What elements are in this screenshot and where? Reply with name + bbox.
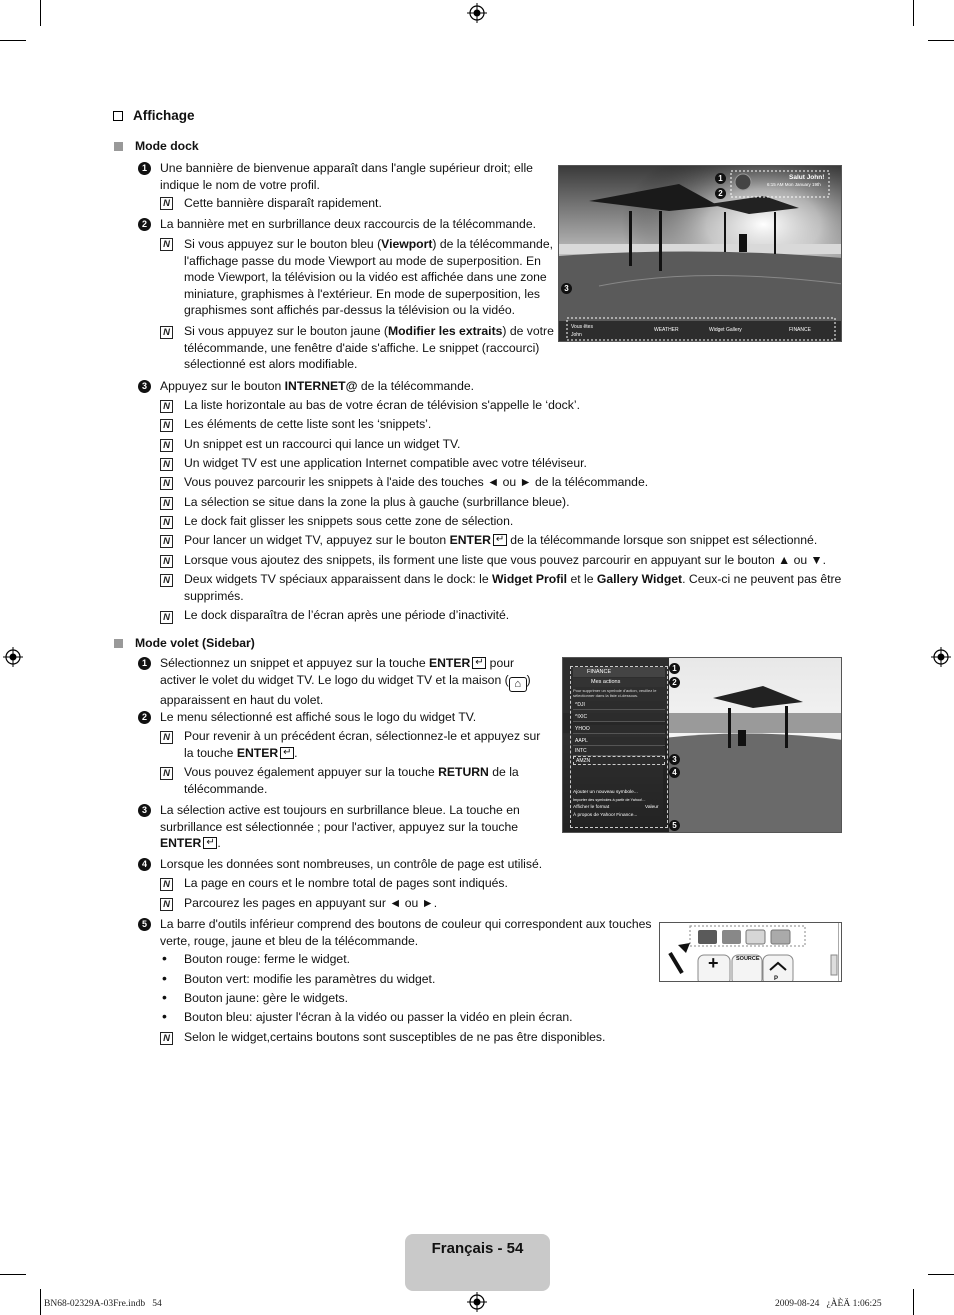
- step-number-2: 2: [138, 711, 151, 724]
- note-icon: N: [160, 555, 173, 568]
- step-number-1: 1: [138, 162, 151, 175]
- sidebar-item-5: La barre d'outils inférieur comprend des boutons de couleur qui correspondent aux touches verte, rouge, jaune et bleu de la télécommande.: [160, 917, 652, 948]
- ticker-row[interactable]: AAPL: [573, 737, 665, 746]
- remote-control-image: [659, 922, 842, 982]
- sidebar-subheader: Mes actions: [573, 678, 665, 687]
- sidebar-item-2: Le menu sélectionné est affiché sous le logo du widget TV.: [160, 710, 477, 724]
- callout-1: 1: [715, 173, 726, 184]
- crop-mark: [0, 1274, 26, 1275]
- registration-mark-icon: [3, 647, 23, 667]
- note-icon: N: [160, 238, 173, 251]
- callout-1: 1: [669, 663, 680, 674]
- dock-note-3-5: La sélection se situe dans la zone la plus à gauche (surbrillance bleue).: [184, 495, 570, 509]
- dock-mode-screenshot: [558, 165, 842, 342]
- print-date: 2009-08-24 ¿ÀÈÄ 1:06:25: [775, 1299, 882, 1309]
- ticker-row[interactable]: YHOO: [573, 725, 665, 734]
- sidebar-menu-item[interactable]: Ajouter un nouveau symbole...: [573, 790, 638, 795]
- remote-plus-label: +: [708, 953, 719, 973]
- file-info: BN68-02329A-03Fre.indb 54: [44, 1299, 162, 1309]
- sidebar-menu-value: Valeur: [645, 805, 659, 810]
- section-title: Affichage: [113, 108, 195, 125]
- sidebar-menu-item[interactable]: Afficher le format: [573, 805, 610, 810]
- ticker-row[interactable]: ^IXIC: [573, 713, 665, 722]
- home-icon: ⌂: [509, 677, 527, 692]
- callout-2: 2: [669, 677, 680, 688]
- remote-buttons-illustration: [660, 923, 842, 982]
- callout-5: 5: [669, 820, 680, 831]
- sidebar-item-4: Lorsque les données sont nombreuses, un contrôle de page est utilisé.: [160, 857, 543, 871]
- callout-3: 3: [669, 754, 680, 765]
- dock-note-3-0: La liste horizontale au bas de votre écran de télévision s'appelle le ‘dock’.: [184, 398, 580, 412]
- square-bullet-icon: [114, 639, 123, 648]
- enter-key-icon: [472, 657, 486, 669]
- bullet-blue: Bouton bleu: ajuster l'écran à la vidéo ou passer la vidéo en plein écran.: [184, 1010, 573, 1024]
- sidebar-help: Pour supprimer un symbole d'action, veuillez le sélectionner dans la liste ci-dessous.: [573, 688, 657, 698]
- dock-note-banner: Cette bannière disparaît rapidement.: [184, 196, 382, 210]
- crop-mark: [40, 0, 41, 26]
- dock-item-profile-name: John: [571, 332, 582, 338]
- sidebar-header: FINANCE: [573, 667, 665, 677]
- bullet-dot: •: [162, 989, 167, 1005]
- bullet-yellow: Bouton jaune: gère le widgets.: [184, 991, 348, 1005]
- remote-p-label: P: [774, 976, 779, 982]
- dock-note-viewport: Si vous appuyez sur le bouton bleu (Viewport) de la télécommande, l'affichage passe du mode Viewport au mode de superposition. En mode Viewport, la télévision ou la vidéo est affichée dans une zone miniature, graphismes à l'extérieur. En mode de superposition, les graphismes sont affichés par-dessus la télévision ou la vidéo.: [184, 237, 553, 317]
- page-number: Français - 54: [431, 1240, 524, 1257]
- callout-3: 3: [561, 283, 572, 294]
- note-icon: N: [160, 898, 173, 911]
- note-icon: N: [160, 458, 173, 471]
- ticker-row[interactable]: AMZN: [573, 756, 665, 765]
- enter-key-icon: [493, 534, 507, 546]
- bullet-dot: •: [162, 950, 167, 966]
- dock-note-3-4: Vous pouvez parcourir les snippets à l'aide des touches ◄ ou ► de la télécommande.: [184, 475, 649, 489]
- note-icon: N: [160, 326, 173, 339]
- sidebar-final-note: Selon le widget,certains boutons sont susceptibles de ne pas être disponibles.: [184, 1030, 606, 1044]
- sidebar-note-4-0: La page en cours et le nombre total de pages sont indiqués.: [184, 876, 508, 890]
- dock-item-gallery: Widget Gallery: [709, 327, 742, 333]
- beach-scene-image: [559, 166, 842, 342]
- note-icon: N: [160, 574, 173, 587]
- registration-mark-icon: [467, 1292, 487, 1312]
- bullet-green: Bouton vert: modifie les paramètres du widget.: [184, 972, 436, 986]
- dock-note-list: Lorsque vous ajoutez des snippets, ils forment une liste que vous pouvez parcourir en appuyant sur le bouton ▲ ou ▼.: [184, 553, 827, 567]
- note-icon: N: [160, 535, 173, 548]
- callout-2: 2: [715, 188, 726, 199]
- note-icon: N: [160, 197, 173, 210]
- welcome-banner-date: 6:15 AM Mon January 19th: [767, 182, 821, 187]
- dock-note-vanish: Le dock disparaîtra de l’écran après une période d’inactivité.: [184, 608, 510, 622]
- note-icon: N: [160, 477, 173, 490]
- sidebar-menu-item[interactable]: Importer des symboles à partir de Yahoo!...: [573, 798, 646, 802]
- registration-mark-icon: [931, 647, 951, 667]
- bullet-dot: •: [162, 970, 167, 986]
- dock-item-3: Appuyez sur le bouton INTERNET@ de la télécommande.: [160, 379, 475, 393]
- sidebar-heading: Mode volet (Sidebar): [114, 635, 255, 652]
- note-icon: N: [160, 497, 173, 510]
- enter-key-icon: [280, 747, 294, 759]
- dock-heading: Mode dock: [114, 138, 199, 155]
- note-icon: N: [160, 516, 173, 529]
- square-bullet-icon: [114, 142, 123, 151]
- dock-item-weather: WEATHER: [654, 327, 679, 333]
- crop-mark: [913, 0, 914, 26]
- enter-key-icon: [203, 837, 217, 849]
- step-number-2: 2: [138, 218, 151, 231]
- sidebar-note-return: Vous pouvez également appuyer sur la touche RETURN de la télécommande.: [184, 765, 519, 796]
- crop-mark: [928, 1274, 954, 1275]
- ticker-row[interactable]: INTC: [573, 747, 665, 756]
- crop-mark: [0, 40, 26, 41]
- callout-4: 4: [669, 767, 680, 778]
- remote-source-label: SOURCE: [736, 956, 760, 962]
- dock-note-special: Deux widgets TV spéciaux apparaissent dans le dock: le Widget Profil et le Gallery Widget. Ceux-ci ne peuvent pas être supprimés.: [184, 572, 842, 603]
- bullet-dot: •: [162, 1008, 167, 1024]
- dock-item-finance: FINANCE: [789, 327, 811, 333]
- registration-mark-icon: [467, 3, 487, 23]
- sidebar-menu-item[interactable]: À propos de Yahoo! Finance...: [573, 813, 638, 818]
- note-icon: N: [160, 611, 173, 624]
- crop-mark: [928, 40, 954, 41]
- sidebar-item-1: Sélectionnez un snippet et appuyez sur la touche ENTER↵ pour activer le volet du widget TV. Le logo du widget TV et la maison ( ⌂ ) apparaissent en haut du volet.: [160, 655, 545, 708]
- note-icon: N: [160, 419, 173, 432]
- sidebar-mode-screenshot: [562, 657, 842, 833]
- dock-note-yellow: Si vous appuyez sur le bouton jaune (Modifier les extraits) de votre télécommande, une fenêtre d'aide s'affiche. Le snippet (raccourci) sélectionné est alors modifiable.: [184, 324, 554, 371]
- step-number-3: 3: [138, 804, 151, 817]
- dock-note-3-1: Les éléments de cette liste sont les ‘snippets’.: [184, 417, 432, 431]
- note-icon: N: [160, 439, 173, 452]
- step-number-1: 1: [138, 657, 151, 670]
- note-icon: N: [160, 731, 173, 744]
- sidebar-note-4-1: Parcourez les pages en appuyant sur ◄ ou ►.: [184, 896, 438, 910]
- dock-item-2: La bannière met en surbrillance deux raccourcis de la télécommande.: [160, 217, 536, 231]
- dock-note-enter: Pour lancer un widget TV, appuyez sur le bouton ENTER↵ de la télécommande lorsque son snippet est sélectionné.: [184, 532, 844, 549]
- dock-item-profile: Vous êtes: [571, 324, 593, 330]
- dock-note-3-6: Le dock fait glisser les snippets sous cette zone de sélection.: [184, 514, 514, 528]
- note-icon: N: [160, 400, 173, 413]
- sidebar-note-back: Pour revenir à un précédent écran, sélectionnez-le et appuyez sur la touche ENTER↵ .: [184, 728, 549, 761]
- bullet-red: Bouton rouge: ferme le widget.: [184, 952, 350, 966]
- step-number-3: 3: [138, 380, 151, 393]
- dock-note-3-3: Un widget TV est une application Internet compatible avec votre téléviseur.: [184, 456, 587, 470]
- checkbox-bullet-icon: [113, 111, 123, 121]
- note-icon: N: [160, 1032, 173, 1045]
- ticker-row[interactable]: ^DJI: [573, 701, 665, 710]
- sidebar-item-3: La sélection active est toujours en surbrillance bleue. La touche en surbrillance est sélectionnée ; pour l'activer, appuyez sur la touche ENTER↵ .: [160, 802, 532, 852]
- dock-item-1: Une bannière de bienvenue apparaît dans l'angle supérieur droit; elle indique le nom de votre profil.: [160, 161, 533, 192]
- note-icon: N: [160, 767, 173, 780]
- crop-mark: [40, 1289, 41, 1315]
- step-number-5: 5: [138, 918, 151, 931]
- dock-note-3-2: Un snippet est un raccourci qui lance un widget TV.: [184, 437, 461, 451]
- crop-mark: [913, 1289, 914, 1315]
- note-icon: N: [160, 878, 173, 891]
- step-number-4: 4: [138, 858, 151, 871]
- welcome-banner-text: Salut John!: [789, 174, 825, 181]
